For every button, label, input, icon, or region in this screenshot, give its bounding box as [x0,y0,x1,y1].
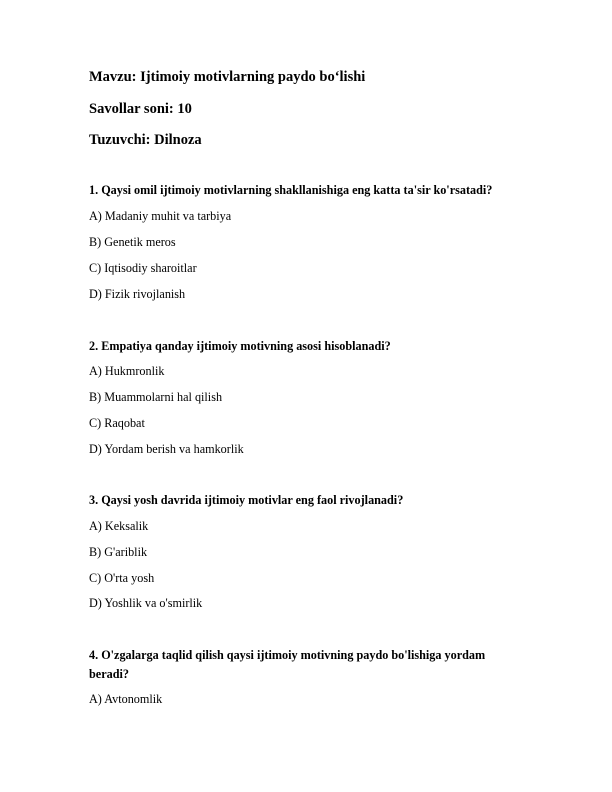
topic-heading: Mavzu: Ijtimoiy motivlarning paydo bo‘lishi [89,69,366,85]
question-3-option-d: D) Yoshlik va o'smirlik [89,596,203,610]
question-1-option-c: C) Iqtisodiy sharoitlar [89,261,197,275]
question-1-option-b: B) Genetik meros [89,235,176,249]
question-1: 1. Qaysi omil ijtimoiy motivlarning shakllanishiga eng katta ta'sir ko'rsatadi? [89,183,493,197]
question-3-option-a: A) Keksalik [89,519,149,533]
author-line: Tuzuvchi: Dilnoza [89,132,202,148]
question-3-option-b: B) G'ariblik [89,545,148,559]
question-2-option-b: B) Muammolarni hal qilish [89,390,223,404]
question-count: Savollar soni: 10 [89,101,192,117]
question-3-option-c: C) O'rta yosh [89,571,155,585]
question-2-option-d: D) Yordam berish va hamkorlik [89,442,244,456]
question-2: 2. Empatiya qanday ijtimoiy motivning asosi hisoblanadi? [89,339,391,353]
question-2-option-c: C) Raqobat [89,416,145,430]
question-1-option-a: A) Madaniy muhit va tarbiya [89,209,232,223]
question-3: 3. Qaysi yosh davrida ijtimoiy motivlar eng faol rivojlanadi? [89,493,404,507]
question-2-option-a: A) Hukmronlik [89,364,165,378]
question-1-option-d: D) Fizik rivojlanish [89,287,186,301]
question-4-option-a: A) Avtonomlik [89,692,163,706]
question-4: 4. O'zgalarga taqlid qilish qaysi ijtimoiy motivning paydo bo'lishiga yordam beradi? [89,648,486,681]
